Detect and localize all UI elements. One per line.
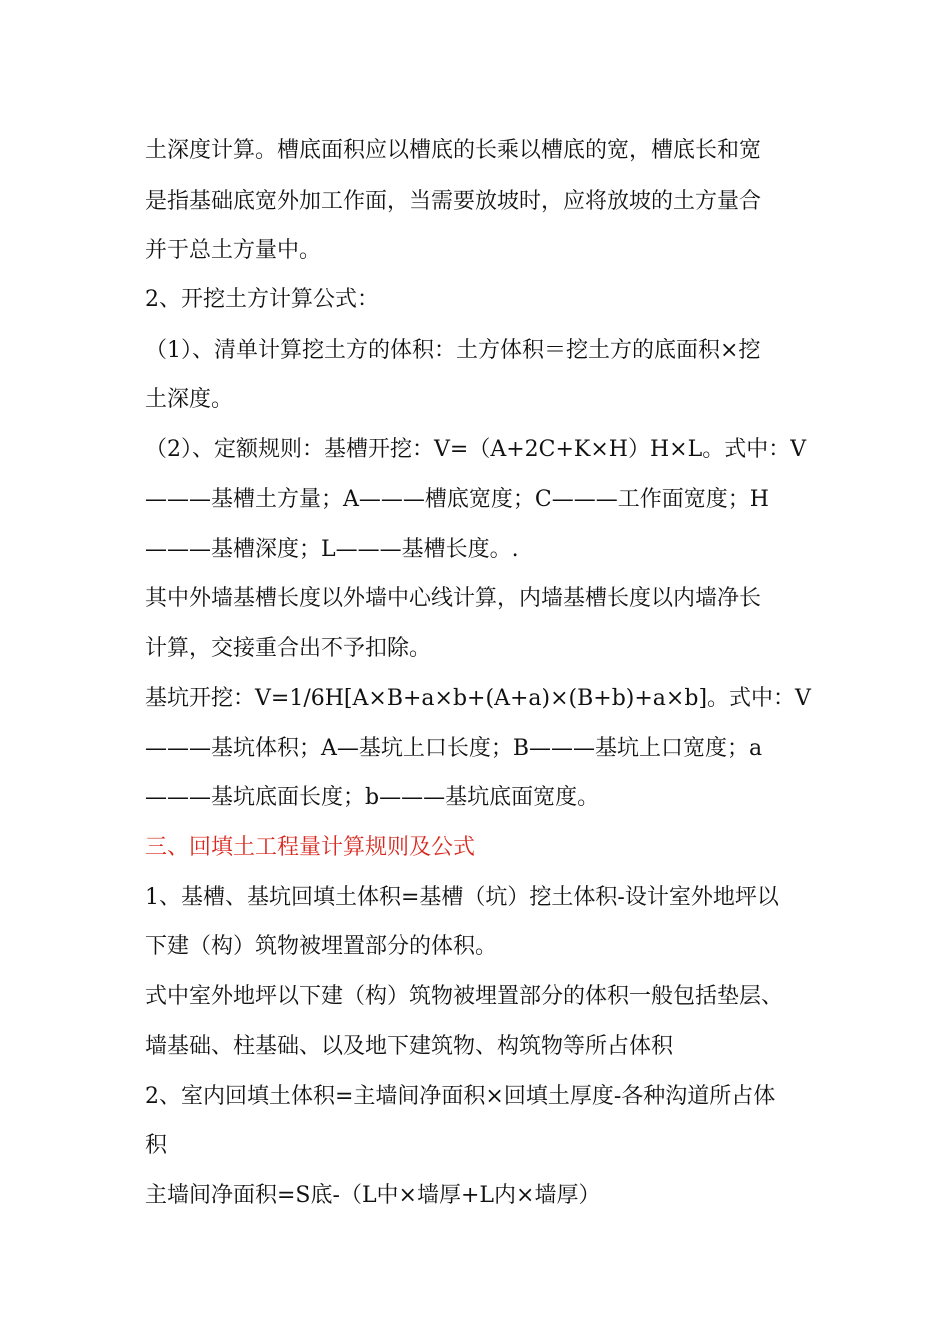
text-line: 下建（构）筑物被埋置部分的体积。 xyxy=(145,934,498,959)
formula-line: 主墙间净面积=S底-（L中×墙厚+L内×墙厚） xyxy=(145,1183,601,1208)
formula-line: （2）、定额规则：基槽开挖：V=（A+2C+K×H）H×L。式中：V xyxy=(145,437,807,462)
text-line: （1）、清单计算挖土方的体积：土方体积＝挖土方的底面积×挖 xyxy=(145,338,761,363)
text-line: 积 xyxy=(145,1133,168,1158)
formula-line: 基坑开挖：V=1/6H[A×B+a×b+(A+a)×(B+b)+a×b]。式中：V xyxy=(145,686,811,711)
text-line: 是指基础底宽外加工作面，当需要放坡时，应将放坡的土方量合 xyxy=(145,189,762,214)
text-line: 土深度计算。槽底面积应以槽底的长乘以槽底的宽，槽底长和宽 xyxy=(145,138,762,163)
formula-line: ———基坑底面长度；b———基坑底面宽度。 xyxy=(145,785,600,810)
formula-line: ———基槽深度；L———基槽长度。. xyxy=(145,537,519,562)
text-line: 其中外墙基槽长度以外墙中心线计算，内墙基槽长度以内墙净长 xyxy=(145,586,762,611)
text-line: 式中室外地坪以下建（构）筑物被埋置部分的体积一般包括垫层、 xyxy=(145,984,784,1009)
text-line: 土深度。 xyxy=(145,387,234,412)
text-line: 并于总土方量中。 xyxy=(145,238,322,263)
text-line: 计算，交接重合出不予扣除。 xyxy=(145,636,432,661)
formula-line: ———基槽土方量；A———槽底宽度；C———工作面宽度；H xyxy=(145,487,769,512)
text-line: 2、室内回填土体积=主墙间净面积×回填土厚度-各种沟道所占体 xyxy=(145,1084,776,1109)
text-line: 墙基础、柱基础、以及地下建筑物、构筑物等所占体积 xyxy=(145,1034,674,1059)
formula-line: ———基坑体积；A—基坑上口长度；B———基坑上口宽度；a xyxy=(145,736,763,761)
section-heading: 三、回填土工程量计算规则及公式 xyxy=(145,835,476,860)
section-item: 2、开挖土方计算公式： xyxy=(145,287,379,312)
text-line: 1、基槽、基坑回填土体积=基槽（坑）挖土体积-设计室外地坪以 xyxy=(145,885,779,910)
